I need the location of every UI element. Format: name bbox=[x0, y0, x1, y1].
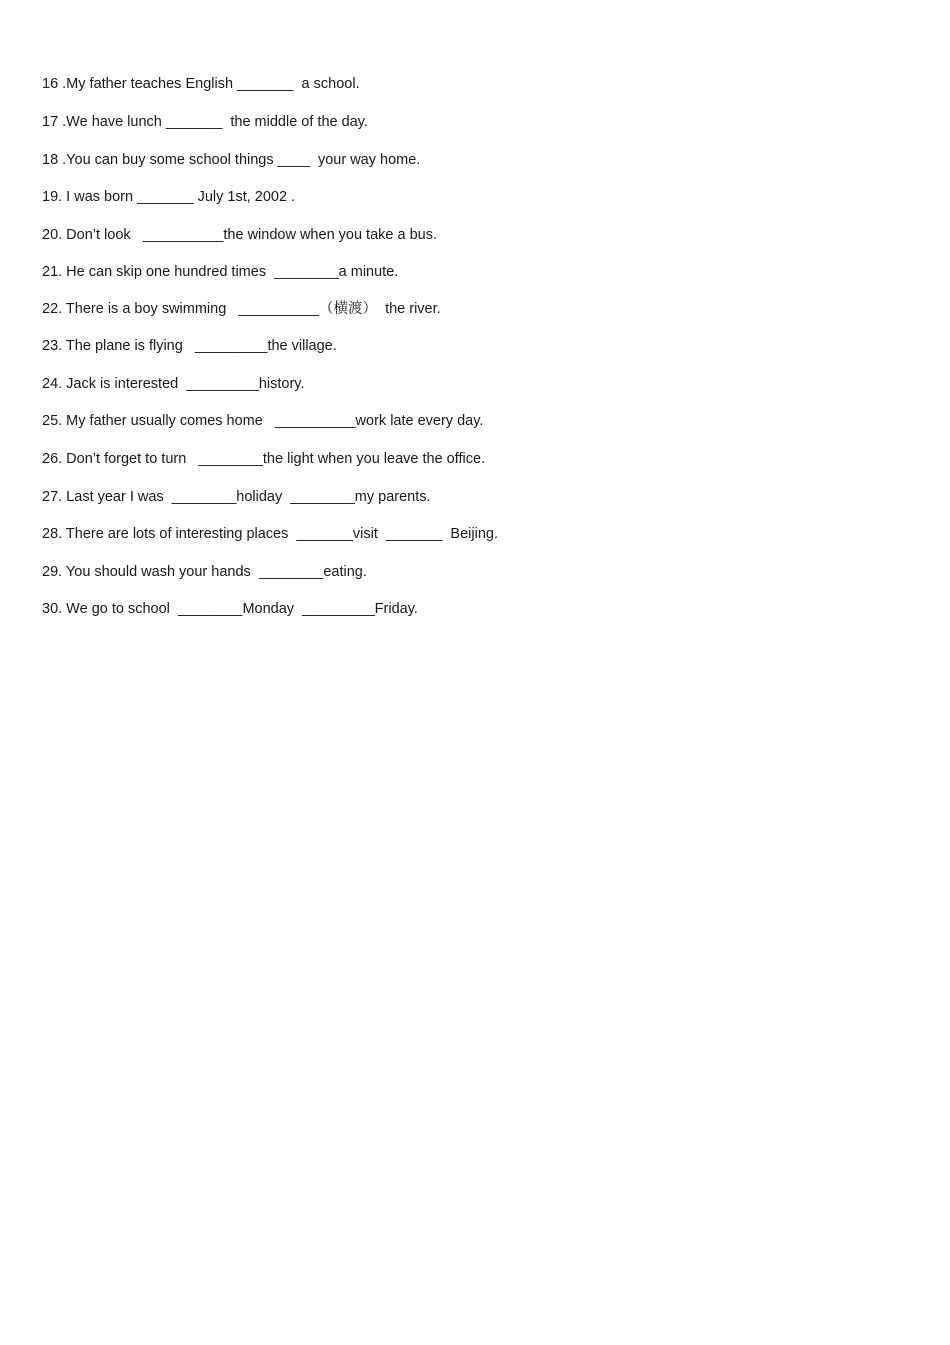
question-27: 27. Last year I was ________holiday ________my parents. bbox=[42, 489, 431, 505]
question-22: 22. There is a boy swimming __________（横渡） the river. bbox=[42, 301, 441, 317]
question-28: 28. There are lots of interesting places _______visit _______ Beijing. bbox=[42, 526, 498, 542]
question-17: 17 .We have lunch _______ the middle of the day. bbox=[42, 114, 368, 130]
question-19: 19. I was born _______ July 1st, 2002 . bbox=[42, 189, 296, 205]
question-16: 16 .My father teaches English _______ a school. bbox=[42, 76, 360, 92]
question-26: 26. Don’t forget to turn ________the light when you leave the office. bbox=[42, 451, 486, 467]
question-21: 21. He can skip one hundred times ________a minute. bbox=[42, 264, 399, 280]
question-24: 24. Jack is interested _________history. bbox=[42, 376, 305, 392]
question-29: 29. You should wash your hands ________eating. bbox=[42, 564, 367, 580]
question-18: 18 .You can buy some school things ____ your way home. bbox=[42, 152, 421, 168]
question-25: 25. My father usually comes home __________work late every day. bbox=[42, 413, 484, 429]
question-30: 30. We go to school ________Monday _________Friday. bbox=[42, 601, 418, 617]
question-23: 23. The plane is flying _________the village. bbox=[42, 338, 337, 354]
question-20: 20. Don’t look __________the window when you take a bus. bbox=[42, 227, 437, 243]
